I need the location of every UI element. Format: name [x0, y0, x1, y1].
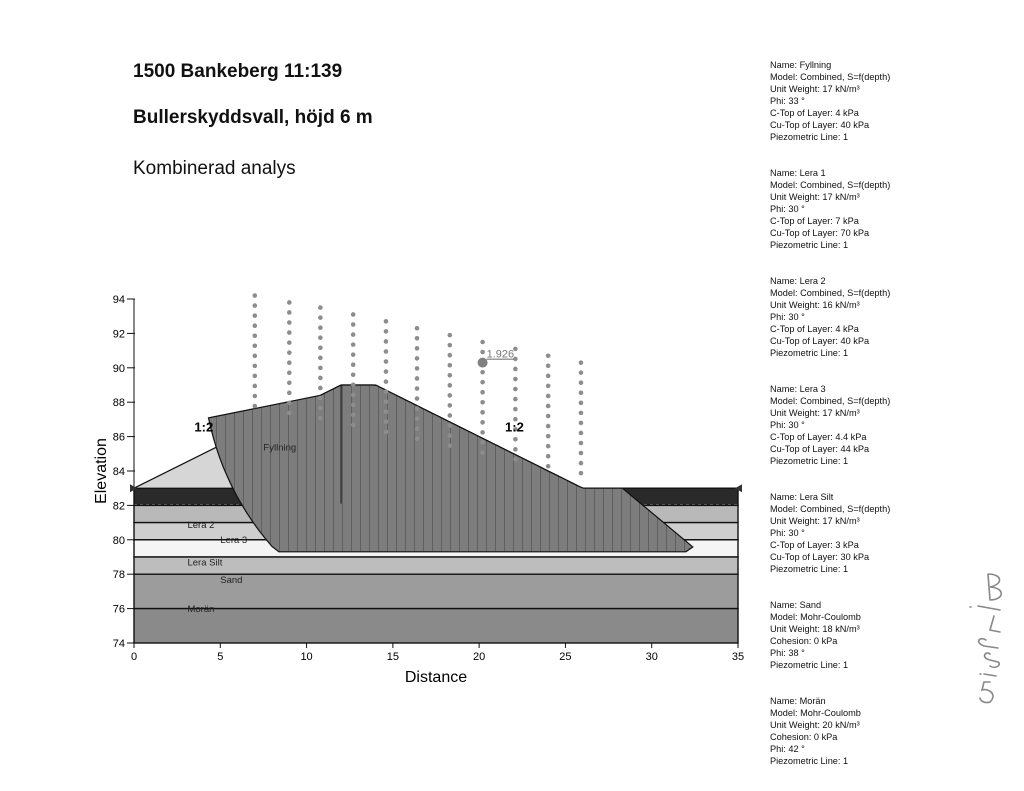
- grid-center-point: [546, 424, 551, 429]
- grid-center-point: [287, 391, 292, 396]
- grid-center-point: [546, 404, 551, 409]
- grid-center-point: [287, 310, 292, 315]
- grid-center-point: [253, 364, 258, 369]
- handwritten-appendix-note: [950, 570, 1010, 710]
- grid-center-point: [480, 410, 485, 415]
- grid-center-point: [448, 443, 453, 448]
- x-tick-label: 35: [731, 651, 745, 663]
- material-property: Model: Combined, S=f(depth): [770, 72, 891, 82]
- material-property: Piezometric Line: 1: [770, 348, 849, 358]
- grid-center-point: [351, 312, 356, 317]
- material-property: Phi: 30 °: [770, 528, 805, 538]
- material-property: C-Top of Layer: 3 kPa: [770, 540, 859, 550]
- grid-center-point: [480, 450, 485, 455]
- grid-center-point: [448, 423, 453, 428]
- grid-center-point: [415, 376, 420, 381]
- material-name: Name: Lera 1: [770, 168, 826, 178]
- grid-center-point: [448, 343, 453, 348]
- material-property: Model: Mohr-Coulomb: [770, 612, 861, 622]
- grid-center-point: [415, 406, 420, 411]
- material-property: Phi: 30 °: [770, 312, 805, 322]
- grid-center-point: [546, 364, 551, 369]
- grid-center-point: [287, 360, 292, 365]
- material-property: Cohesion: 0 kPa: [770, 732, 838, 742]
- grid-center-point: [384, 389, 389, 394]
- material-property: Unit Weight: 20 kN/m³: [770, 720, 860, 730]
- grid-center-point: [448, 353, 453, 358]
- material-name: Name: Lera 3: [770, 384, 826, 394]
- grid-center-point: [579, 370, 584, 375]
- material-property: Cu-Top of Layer: 44 kPa: [770, 444, 870, 454]
- slope-ratio-label: 1:2: [505, 419, 524, 435]
- y-tick-label: 80: [112, 534, 125, 547]
- grid-center-point: [579, 431, 584, 436]
- y-tick-label: 84: [112, 466, 125, 478]
- grid-center-point: [351, 423, 356, 428]
- material-property: Piezometric Line: 1: [770, 564, 849, 574]
- grid-center-point: [448, 433, 453, 438]
- y-tick-label: 78: [112, 569, 125, 582]
- grid-center-point: [480, 340, 485, 345]
- grid-center-point: [318, 305, 323, 310]
- grid-center-point: [351, 342, 356, 347]
- grid-center-point: [318, 325, 323, 330]
- grid-center-point: [287, 370, 292, 375]
- material-property: Unit Weight: 18 kN/m³: [770, 624, 860, 634]
- grid-center-point: [480, 350, 485, 355]
- grid-center-point: [546, 353, 551, 358]
- grid-center-point: [253, 354, 258, 359]
- material-property: Model: Combined, S=f(depth): [770, 396, 891, 406]
- grid-center-point: [351, 332, 356, 337]
- grid-center-point: [448, 413, 453, 418]
- grid-center-point: [384, 329, 389, 334]
- material-property: Piezometric Line: 1: [770, 756, 849, 766]
- grid-center-point: [546, 414, 551, 419]
- grid-center-point: [318, 376, 323, 381]
- grid-center-point: [318, 315, 323, 320]
- material-name: Name: Lera 2: [770, 276, 826, 286]
- grid-center-point: [253, 323, 258, 328]
- grid-center-point: [579, 411, 584, 416]
- grid-center-point: [384, 420, 389, 425]
- grid-center-point: [579, 380, 584, 385]
- x-tick-label: 30: [645, 651, 658, 663]
- material-property: Unit Weight: 16 kN/m³: [770, 300, 860, 310]
- material-property: Cu-Top of Layer: 70 kPa: [770, 228, 870, 238]
- factor-of-safety-label: 1.926: [486, 348, 515, 361]
- material-block: [770, 167, 920, 251]
- material-property: Unit Weight: 17 kN/m³: [770, 516, 860, 526]
- grid-center-point: [287, 380, 292, 385]
- material-property: Piezometric Line: 1: [770, 240, 849, 250]
- grid-center-point: [513, 407, 518, 412]
- material-property: Phi: 30 °: [770, 204, 805, 214]
- slope-ratio-label: 1:2: [194, 419, 214, 435]
- analysis-title: Kombinerad analys: [133, 158, 296, 179]
- grid-center-point: [546, 384, 551, 389]
- material-property: Piezometric Line: 1: [770, 132, 849, 142]
- slip-mass: [209, 385, 693, 552]
- grid-center-point: [253, 293, 258, 298]
- material-name: Name: Lera Silt: [770, 492, 834, 502]
- grid-center-point: [351, 322, 356, 327]
- material-property: Model: Mohr-Coulomb: [770, 708, 861, 718]
- material-property: Cu-Top of Layer: 40 kPa: [770, 336, 870, 346]
- grid-center-point: [448, 403, 453, 408]
- grid-center-point: [318, 366, 323, 371]
- grid-center-point: [513, 377, 518, 382]
- material-property: Phi: 42 °: [770, 744, 805, 754]
- grid-center-point: [384, 339, 389, 344]
- grid-center-point: [546, 374, 551, 379]
- grid-center-point: [253, 374, 258, 379]
- grid-center-point: [448, 373, 453, 378]
- grid-center-point: [384, 430, 389, 435]
- grid-center-point: [287, 411, 292, 416]
- grid-center-point: [415, 326, 420, 331]
- grid-center-point: [287, 320, 292, 325]
- grid-center-point: [318, 345, 323, 350]
- material-property: Cohesion: 0 kPa: [770, 636, 838, 646]
- material-block: [770, 59, 920, 143]
- grid-center-point: [351, 393, 356, 398]
- grid-center-point: [253, 394, 258, 399]
- layer-label: Sand: [220, 574, 243, 586]
- material-property: Model: Combined, S=f(depth): [770, 180, 891, 190]
- y-tick-label: 88: [112, 397, 125, 410]
- grid-center-point: [415, 336, 420, 341]
- grid-center-point: [480, 430, 485, 435]
- grid-center-point: [253, 313, 258, 318]
- grid-center-point: [480, 400, 485, 405]
- grid-center-point: [253, 343, 258, 348]
- material-property: C-Top of Layer: 4 kPa: [770, 108, 859, 118]
- grid-center-point: [351, 372, 356, 377]
- grid-center-point: [579, 360, 584, 365]
- grid-center-point: [384, 319, 389, 324]
- grid-center-point: [579, 401, 584, 406]
- grid-center-point: [415, 426, 420, 431]
- grid-center-point: [351, 403, 356, 408]
- section-title: Bullerskyddsvall, höjd 6 m: [133, 107, 373, 128]
- grid-center-point: [513, 447, 518, 452]
- grid-center-point: [480, 420, 485, 425]
- material-property: Unit Weight: 17 kN/m³: [770, 192, 860, 202]
- grid-center-point: [546, 464, 551, 469]
- material-property: Piezometric Line: 1: [770, 660, 849, 670]
- material-property: Phi: 38 °: [770, 648, 805, 658]
- material-block: [770, 275, 920, 359]
- y-tick-label: 76: [112, 603, 125, 616]
- material-property: Unit Weight: 17 kN/m³: [770, 84, 860, 94]
- slip-surface: [209, 385, 693, 552]
- grid-center-point: [415, 416, 420, 421]
- material-property: Cu-Top of Layer: 30 kPa: [770, 552, 870, 562]
- grid-center-point: [384, 369, 389, 374]
- grid-center-point: [480, 440, 485, 445]
- grid-center-point: [287, 350, 292, 355]
- grid-center-point: [287, 300, 292, 305]
- grid-center-point: [415, 396, 420, 401]
- material-block: [770, 599, 920, 671]
- material-block: [770, 491, 920, 575]
- y-tick-label: 86: [112, 431, 125, 444]
- grid-center-point: [287, 340, 292, 345]
- material-property: Model: Combined, S=f(depth): [770, 288, 891, 298]
- grid-center-point: [318, 396, 323, 401]
- grid-center-point: [546, 394, 551, 399]
- material-property: Cu-Top of Layer: 40 kPa: [770, 120, 870, 130]
- material-property: Phi: 33 °: [770, 96, 805, 106]
- y-tick-label: 74: [112, 638, 125, 650]
- grid-center-point: [253, 303, 258, 308]
- project-title: 1500 Bankeberg 11:139: [133, 61, 343, 82]
- y-tick-label: 92: [112, 328, 125, 341]
- grid-center-point: [448, 363, 453, 368]
- grid-center-point: [579, 461, 584, 466]
- grid-center-point: [384, 399, 389, 404]
- material-property: Model: Combined, S=f(depth): [770, 504, 891, 514]
- x-tick-label: 10: [300, 651, 313, 663]
- grid-center-point: [287, 330, 292, 335]
- y-tick-label: 82: [112, 500, 125, 513]
- grid-center-point: [351, 382, 356, 387]
- grid-center-point: [415, 386, 420, 391]
- grid-center-point: [513, 437, 518, 442]
- material-properties: [770, 59, 920, 791]
- grid-center-point: [384, 409, 389, 414]
- material-block: [770, 383, 920, 467]
- soil-layer: [134, 609, 738, 643]
- grid-center-point: [579, 451, 584, 456]
- grid-center-point: [546, 434, 551, 439]
- x-tick-label: 25: [559, 651, 572, 663]
- x-tick-label: 5: [217, 651, 224, 663]
- material-block: [770, 695, 920, 767]
- grid-center-point: [513, 367, 518, 372]
- y-tick-label: 90: [112, 362, 125, 375]
- grid-center-point: [480, 370, 485, 375]
- grid-center-point: [448, 383, 453, 388]
- grid-center-point: [318, 416, 323, 421]
- grid-center-point: [351, 362, 356, 367]
- grid-center-point: [415, 436, 420, 441]
- grid-center-point: [448, 393, 453, 398]
- material-property: C-Top of Layer: 4.4 kPa: [770, 432, 867, 442]
- grid-center-point: [513, 397, 518, 402]
- grid-center-point: [579, 390, 584, 395]
- x-tick-label: 20: [473, 651, 486, 663]
- grid-center-point: [546, 444, 551, 449]
- layer-label: Morän: [187, 604, 215, 616]
- y-axis-title: Elevation: [93, 438, 110, 504]
- material-property: C-Top of Layer: 4 kPa: [770, 324, 859, 334]
- material-property: Unit Weight: 17 kN/m³: [770, 408, 860, 418]
- grid-center-point: [513, 457, 518, 462]
- grid-center-point: [579, 441, 584, 446]
- grid-center-point: [579, 471, 584, 476]
- grid-center-point: [253, 384, 258, 389]
- y-tick-label: 94: [112, 294, 125, 306]
- grid-center-point: [318, 356, 323, 361]
- grid-center-point: [351, 413, 356, 418]
- layer-label: Fyllning: [263, 442, 297, 454]
- grid-center-point: [415, 346, 420, 351]
- grid-center-point: [480, 380, 485, 385]
- grid-center-point: [318, 386, 323, 391]
- x-tick-label: 0: [130, 651, 138, 663]
- grid-center-point: [253, 333, 258, 338]
- grid-center-point: [384, 359, 389, 364]
- grid-center-point: [318, 406, 323, 411]
- grid-center-point: [415, 356, 420, 361]
- grid-center-point: [287, 401, 292, 406]
- grid-center-point: [579, 421, 584, 426]
- grid-center-point: [351, 352, 356, 357]
- layer-label: Lera 3: [220, 535, 248, 547]
- grid-center-point: [513, 387, 518, 392]
- grid-center-point: [318, 335, 323, 340]
- material-property: Phi: 30 °: [770, 420, 805, 430]
- soil-layer: [134, 557, 738, 574]
- grid-center-point: [480, 390, 485, 395]
- grid-center-point: [384, 349, 389, 354]
- material-name: Name: Morän: [770, 696, 826, 706]
- grid-center-point: [415, 366, 420, 371]
- grid-center-point: [384, 379, 389, 384]
- grid-center-point: [448, 333, 453, 338]
- material-name: Name: Fyllning: [770, 60, 832, 70]
- layer-label: Lera Silt: [187, 557, 223, 569]
- material-property: C-Top of Layer: 7 kPa: [770, 216, 859, 226]
- grid-center-point: [253, 404, 258, 409]
- material-property: Piezometric Line: 1: [770, 456, 849, 466]
- x-axis-title: Distance: [404, 669, 468, 686]
- x-tick-label: 15: [386, 651, 399, 663]
- grid-center-point: [546, 454, 551, 459]
- layer-label: Lera 2: [187, 519, 215, 531]
- material-name: Name: Sand: [770, 600, 822, 610]
